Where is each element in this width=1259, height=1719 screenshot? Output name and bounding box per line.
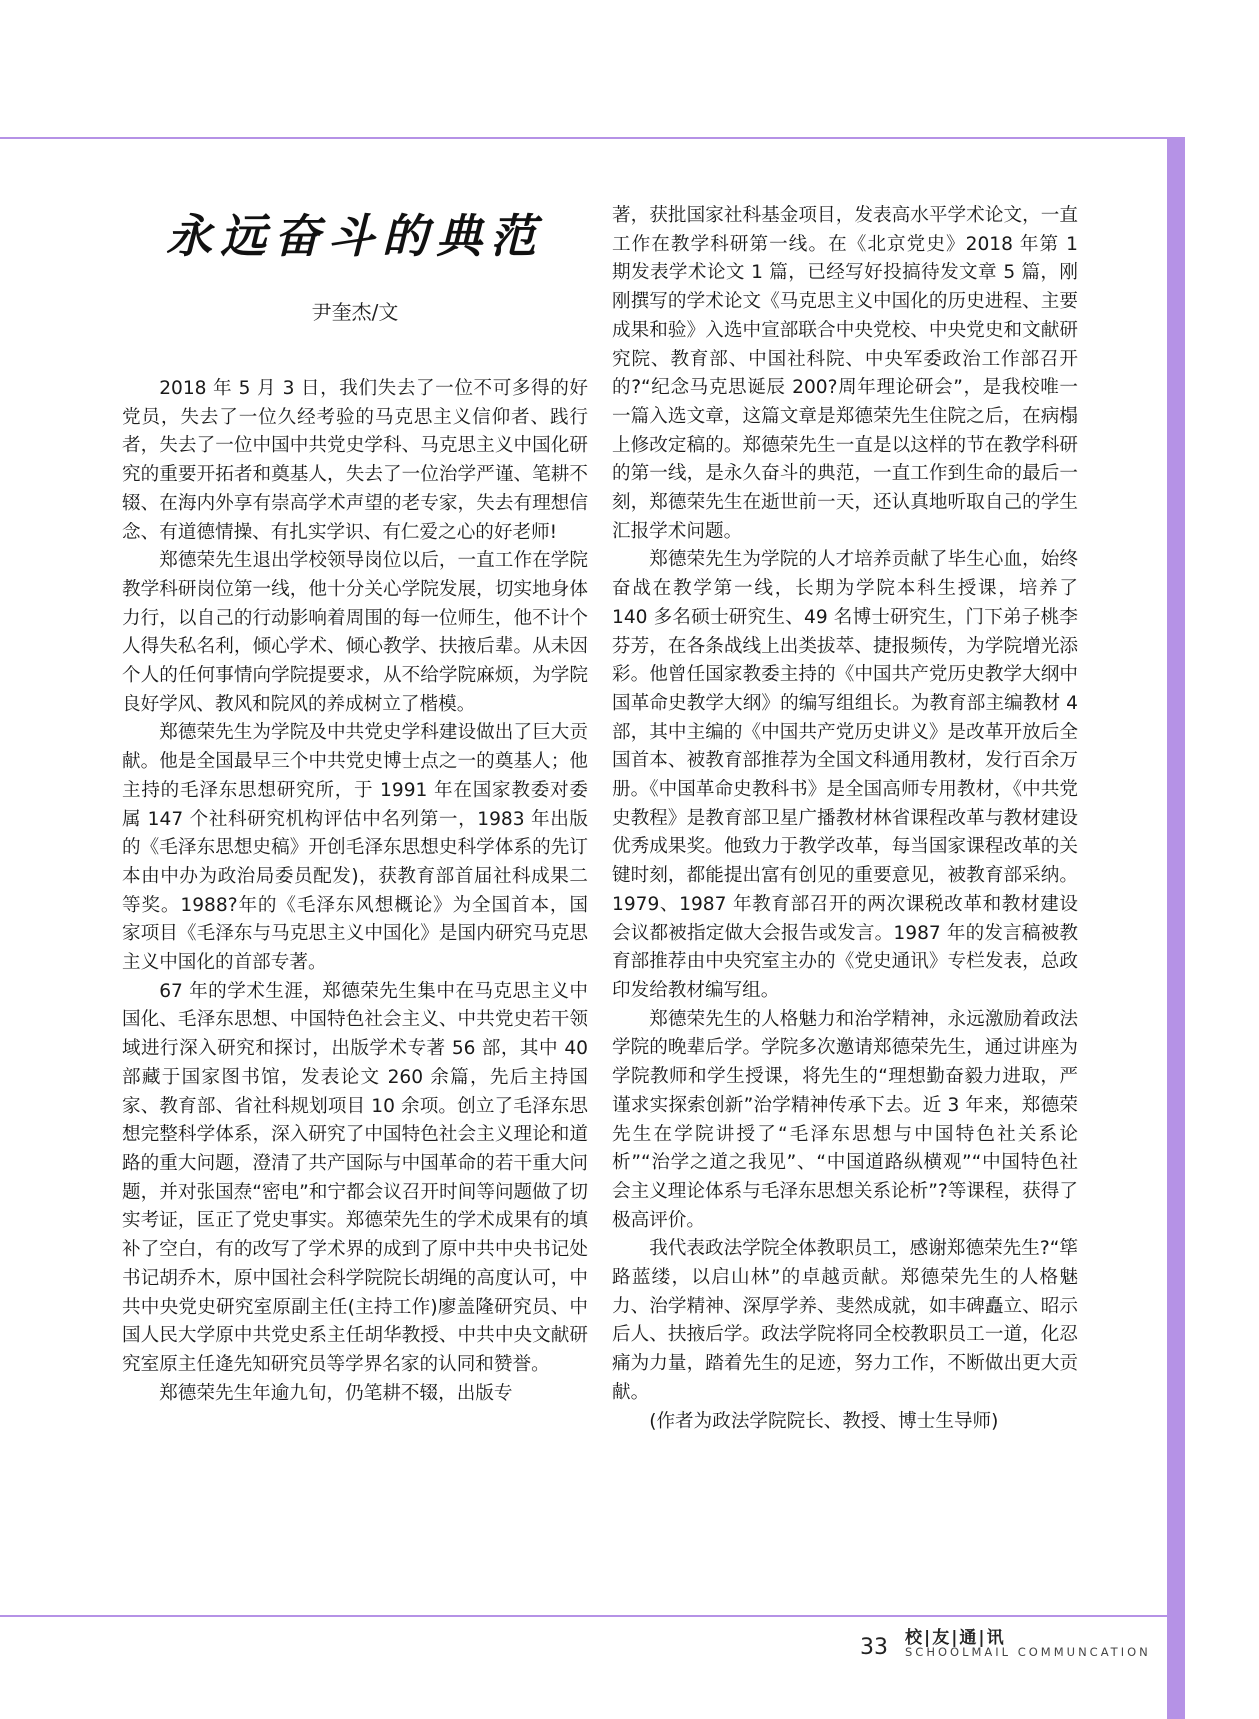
paragraph: 67 年的学术生涯，郑德荣先生集中在马克思主义中国化、毛泽东思想、中国特色社会主义、中共党史若干领域进行深入研究和探讨，出版学术专著 56 部，其中 40 部藏于国家图书馆，发表论文 260 余篇，先后主持国家、教育部、省社科规划项目 10 余项。创立了毛泽东思想完整科学体系，深入研究了中国特色社会主义理论和道路的重大问题，澄清了共产国际与中国革命的若干重大问题，并对张国焘“密电”和宁都会议召开时间等问题做了切实考证，匡正了党史事实。郑德荣先生的学术成果有的填补了空白，有的改写了学术界的成到了原中共中央书记处书记胡乔木，原中国社会科学院院长胡绳的高度认可，中共中央党史研究室原副主任(主持工作)廖盖隆研究员、中国人民大学原中共党史系主任胡华教授、中共中央文献研究室原主任逄先知研究员等学界名家的认同和赞誉。: [122, 980, 588, 1375]
paragraph: 郑德荣先生年逾九旬，仍笔耕不辍，出版专: [159, 1382, 513, 1404]
article-byline: 尹奎杰/文: [311, 300, 399, 324]
page-number: 33: [860, 1635, 888, 1660]
side-accent-bar: [1167, 137, 1185, 1719]
paragraph-continued: 著，获批国家社科基金项目，发表高水平学术论文，一直工作在教学科研第一线。在《北京党史》2018 年第 1 期发表学术论文 1 篇，已经写好投搞待发文章 5 篇，刚刚撰写的学术论文《马克思主义中国化的历史进程、主要成果和验》入选中宣部联合中央党校、中央党史和文献研究院、教育部、中国社科院、中央军委政治工作部召开的?“纪念马克思诞辰 200?周年理论研会”，是我校唯一一篇入选文章，这篇文章是郑德荣先生住院之后，在病榻上修改定稿的。郑德荣先生一直是以这样的节在教学科研的第一线，是永久奋斗的典范，一直工作到生命的最后一刻，郑德荣先生在逝世前一天，还认真地听取自己的学生汇报学术问题。: [612, 205, 1078, 542]
paragraph: 2018 年 5 月 3 日，我们失去了一位不可多得的好党员，失去了一位久经考验的马克思主义信仰者、践行者，失去了一位中国中共党史学科、马克思主义中国化研究的重要开拓者和奠基人，失去了一位治学严谨、笔耕不辍、在海内外享有崇高学术声望的老专家，失去有理想信念、有道德情操、有扎实学识、有仁爱之心的好老师!: [122, 378, 588, 543]
right-column: [612, 202, 1078, 1436]
magazine-title-cn: 校|友|通|讯: [905, 1628, 1006, 1648]
header-rule: [0, 137, 1185, 139]
footer-rule: [0, 1615, 1167, 1617]
paragraph: 我代表政法学院全体教职员工，感谢郑德荣先生?“筚路蓝缕，以启山林”的卓越贡献。郑德荣先生的人格魅力、治学精神、深厚学养、斐然成就，如丰碑矗立、昭示后人、扶掖后学。政法学院将同全校教职员工一道，化忍痛为力量，踏着先生的足迹，努力工作，不断做出更大贡献。: [612, 1238, 1078, 1403]
paragraph: 郑德荣先生的人格魅力和治学精神，永远激励着政法学院的晚辈后学。学院多次邀请郑德荣先生，通过讲座为学院教师和学生授课，将先生的“理想勤奋毅力进取，严谨求实探索创新”治学精神传承下去。近 3 年来，郑德荣先生在学院讲授了“毛泽东思想与中国特色社关系论析”“治学之道之我见”、“中国道路纵横观”“中国特色社会主义理论体系与毛泽东思想关系论析”?等课程，获得了极高评价。: [612, 1008, 1078, 1231]
magazine-title-en: SCHOOLMAIL COMMUNCATION: [905, 1645, 1151, 1659]
paragraph: 郑德荣先生退出学校领导岗位以后，一直工作在学院教学科研岗位第一线，他十分关心学院发展，切实地身体力行，以自己的行动影响着周围的每一位师生，他不计个人得失私名利，倾心学术、倾心教学、扶掖后辈。从未因个人的任何事情向学院提要求，从不给学院麻烦，为学院良好学风、教风和院风的养成树立了楷模。: [122, 550, 588, 715]
paragraph: 郑德荣先生为学院及中共党史学科建设做出了巨大贡献。他是全国最早三个中共党史博士点之一的奠基人；他主持的毛泽东思想研究所，于 1991 年在国家教委对委属 147 个社科研究机构评估中名列第一，1983 年出版的《毛泽东思想史稿》开创毛泽东思想史科学体系的先订本由中办为政治局委员配发)，获教育部首届社科成果二等奖。1988?年的《毛泽东风想概论》为全国首本，国家项目《毛泽东与马克思主义中国化》是国内研究马克思主义中国化的首部专著。: [122, 722, 588, 974]
paragraph: 郑德荣先生为学院的人才培养贡献了毕生心血，始终奋战在教学第一线，长期为学院本科生授课，培养了 140 多名硕士研究生、49 名博士研究生，门下弟子桃李芬芳，在各条战线上出类拔萃、捷报频传，为学院增光添彩。他曾任国家教委主持的《中国共产党历史教学大纲中国革命史教学大纲》的编写组组长。为教育部主编教材 4 部，其中主编的《中国共产党历史讲义》是改革开放后全国首本、被教育部推荐为全国文科通用教材，发行百余万册。《中国革命史教科书》是全国高师专用教材，《中共党史教程》是教育部卫星广播教材林省课程改革与教材建设优秀成果奖。他致力于教学改革，每当国家课程改革的关键时刻，都能提出富有创见的重要意见，被教育部采纳。1979、1987 年教育部召开的两次课税改革和教材建设会议都被指定做大会报告或发言。1987 年的发言稿被教育部推荐由中央究室主办的《党史通讯》专栏发表，总政印发给教材编写组。: [612, 549, 1078, 1001]
author-note: (作者为政法学院院长、教授、博士生导师): [649, 1410, 999, 1432]
left-column: [122, 375, 588, 1408]
article-title: 永远奋斗的典范: [166, 209, 544, 263]
